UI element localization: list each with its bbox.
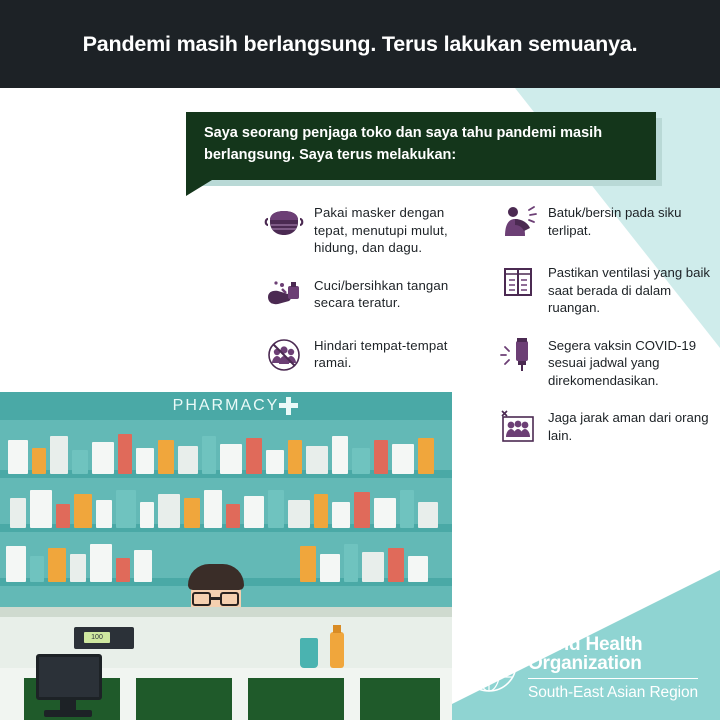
statement-box-tail <box>186 180 212 196</box>
header-bar <box>0 0 720 88</box>
measure-item <box>262 333 478 377</box>
shelf-products-row <box>0 422 452 474</box>
counter-bottle-cap <box>333 625 341 633</box>
measure-item <box>496 405 712 449</box>
who-region-label: South-East Asian Region <box>527 684 698 701</box>
cough-into-elbow-icon <box>496 200 540 244</box>
measure-text: Hindari tempat-tempat ramai. <box>314 337 448 371</box>
monitor-base <box>44 710 92 717</box>
counter-panel <box>360 678 440 720</box>
vaccine-syringe-icon <box>496 333 540 377</box>
measure-item <box>262 200 478 257</box>
register-display: 100 <box>84 632 110 643</box>
eyeglasses-bridge <box>211 597 220 600</box>
counter-panel <box>136 678 232 720</box>
counter-cup <box>300 638 318 668</box>
measure-text: Pastikan ventilasi yang baik saat berada di dalam ruangan. <box>548 265 711 316</box>
pharmacy-illustration <box>0 392 452 720</box>
measure-item <box>496 260 712 317</box>
who-logo <box>460 635 698 702</box>
counter-panel <box>248 678 344 720</box>
measure-item <box>496 200 712 244</box>
measure-item <box>496 333 712 390</box>
physical-distancing-icon <box>496 405 540 449</box>
pharmacist-hair <box>188 564 244 590</box>
who-divider <box>528 678 698 680</box>
handwashing-icon <box>262 273 306 317</box>
medical-cross-icon-bar <box>279 403 298 408</box>
monitor-screen <box>36 654 102 700</box>
counter-top-edge <box>0 607 452 617</box>
shelf-products-row <box>0 476 452 528</box>
ventilation-window-icon <box>496 260 540 304</box>
measure-text: Pakai masker dengan tepat, menutupi mulut, hidung, dan dagu. <box>314 205 448 256</box>
eyeglasses-left-lens-icon <box>192 592 211 606</box>
statement-box <box>186 112 656 180</box>
measure-text: Jaga jarak aman dari orang lain. <box>548 410 709 443</box>
measures-column-right <box>496 200 712 465</box>
face-mask-icon <box>262 200 306 244</box>
eyeglasses-right-lens-icon <box>220 592 239 606</box>
who-org-line2: Organization <box>527 653 642 675</box>
who-emblem-icon <box>460 635 518 693</box>
measure-text: Segera vaksin COVID-19 sesuai jadwal yang direkomendasikan. <box>548 337 697 388</box>
counter-bottle <box>330 632 344 668</box>
statement-text: Saya seorang penjaga toko dan saya tahu pandemi masih berlangsung. Saya terus melakukan: <box>204 125 603 163</box>
avoid-crowds-icon <box>262 333 306 377</box>
measure-text: Batuk/bersin pada siku terlipat. <box>548 205 682 238</box>
who-logo-text <box>528 635 698 702</box>
pharmacy-sign: PHARMACY <box>0 392 452 420</box>
page-title: Pandemi masih berlangsung. Terus lakukan semuanya. <box>82 31 638 56</box>
who-org-line1: World Health <box>527 633 643 655</box>
measure-item <box>262 273 478 317</box>
measure-text: Cuci/bersihkan tangan secara teratur. <box>314 277 449 311</box>
